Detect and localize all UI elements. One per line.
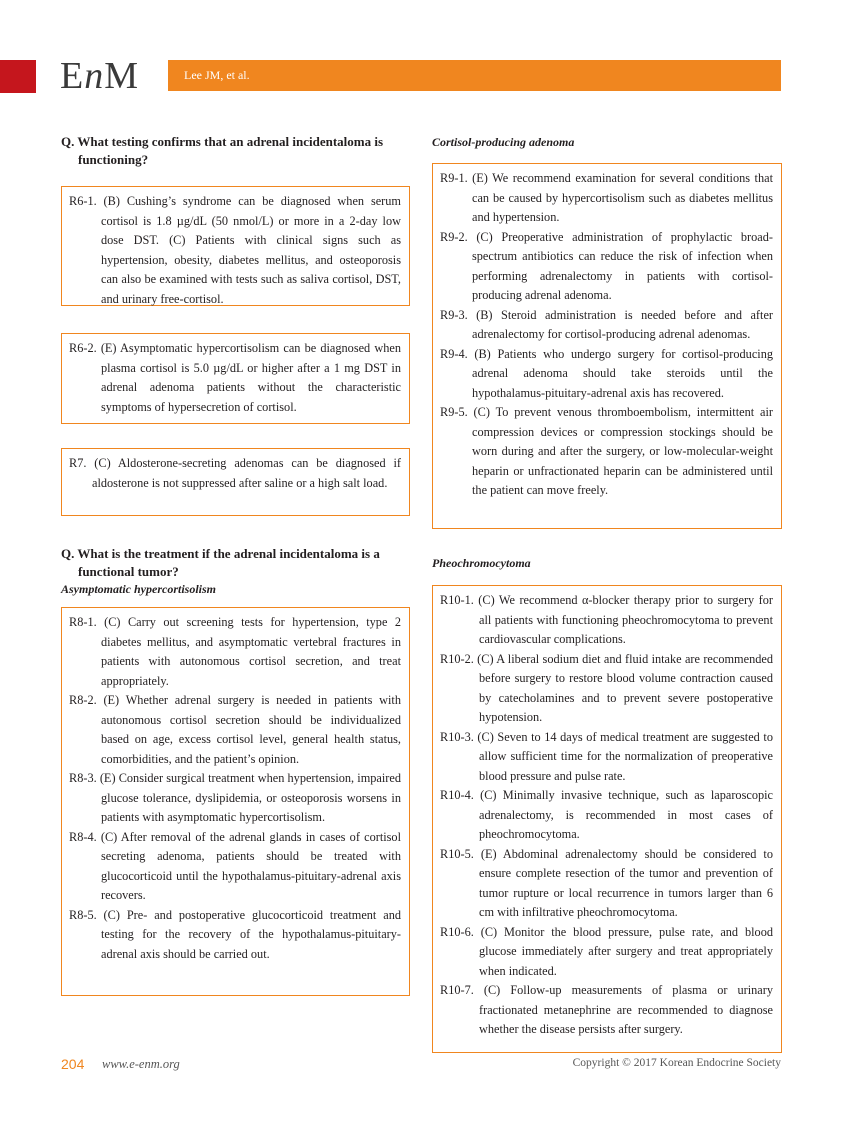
journal-logo: EnM	[60, 55, 140, 97]
recommendation-r8-4: R8-4. (C) After removal of the adrenal glands in cases of cortisol secreting adenoma, patients should be treated with glucocorticoid until the hypothalamus-pituitary-adrenal axis recovers.	[69, 829, 401, 902]
recommendation-box-r6-1	[61, 186, 410, 306]
page-number: 204	[61, 1056, 85, 1072]
recommendation-r10-5: R10-5. (E) Abdominal adrenalectomy should be considered to ensure complete resection of the tumor and prevention of tumor rupture or local recurrence in tumors larger than 6 cm with infiltrative pheochromocytoma.	[440, 846, 773, 919]
recommendation-box-r10	[432, 585, 782, 1053]
recommendation-r8-2: R8-2. (E) Whether adrenal surgery is needed in patients with autonomous cortisol secretion should be individualized based on age, excess cortisol level, general health status, comorbidities, and the patient’s opinion.	[69, 693, 401, 766]
subheading-pheochromocytoma: Pheochromocytoma	[432, 556, 531, 570]
recommendation-r10-2: R10-2. (C) A liberal sodium diet and fluid intake are recommended before surgery to restore blood volume contraction caused by catecholamines and to prevent severe postoperative hypotension.	[440, 651, 773, 724]
recommendation-r10-6: R10-6. (C) Monitor the blood pressure, pulse rate, and blood glucose immediately after surgery and treat appropriately when indicated.	[440, 924, 773, 978]
recommendation-r6-1: R6-1. (B) Cushing’s syndrome can be diagnosed when serum cortisol is 1.8 µg/dL (50 nmol/L) or more in a 2-day low dose DST. (C) Patients with clinical signs such as hypertension, obesity, diabetes mellitus, and osteoporosis can also be examined with tests such as saliva cortisol, DST, and urinary free-cortisol.	[69, 194, 401, 306]
question-testing: Q. What testing confirms that an adrenal incidentaloma is functioning?	[61, 134, 384, 167]
recommendation-r6-2: R6-2. (E) Asymptomatic hypercortisolism can be diagnosed when plasma cortisol is 5.0 µg/dL or higher after a 1 mg DST in adrenal adenoma patients without the characteristic symptoms of hypersecretion of cortisol.	[69, 341, 401, 414]
recommendation-r9-3: R9-3. (B) Steroid administration is needed before and after adrenalectomy for cortisol-producing adrenal adenomas.	[440, 307, 773, 341]
subheading-cortisol-producing-adenoma: Cortisol-producing adenoma	[432, 135, 575, 149]
recommendation-box-r8	[61, 607, 410, 996]
right-column	[432, 133, 782, 1053]
recommendation-r9-2: R9-2. (C) Preoperative administration of prophylactic broad-spectrum antibiotics can reduce the risk of infection when performing adrenalectomy in patients with cortisol-producing adrenal adenoma.	[440, 229, 773, 302]
recommendation-r10-4: R10-4. (C) Minimally invasive technique, such as laparoscopic adrenalectomy, is recommended in most cases of pheochromocytoma.	[440, 788, 773, 841]
recommendation-r8-5: R8-5. (C) Pre- and postoperative glucocorticoid treatment and testing for the recovery of the hypothalamus-pituitary-adrenal axis should be carried out.	[69, 907, 401, 961]
recommendation-r8-3: R8-3. (E) Consider surgical treatment when hypertension, impaired glucose tolerance, dyslipidemia, or osteoporosis worsens in patients with asymptomatic hypercortisolism.	[69, 771, 401, 824]
recommendation-r8-1: R8-1. (C) Carry out screening tests for hypertension, type 2 diabetes mellitus, and asymptomatic vertebral fractures in patients with autonomous cortisol secretion, and treat appropriately.	[69, 615, 401, 688]
recommendation-box-r7	[61, 448, 410, 516]
question-treatment: Q. What is the treatment if the adrenal incidentaloma is a functional tumor?	[61, 546, 380, 579]
recommendation-r9-4: R9-4. (B) Patients who undergo surgery for cortisol-producing adrenal adenoma should take steroids until the hypothalamus-pituitary-adrenal axis has recovered.	[440, 346, 773, 400]
recommendation-r10-1: R10-1. (C) We recommend α-blocker therapy prior to surgery for all patients with functioning pheochromocytoma to prevent cardiovascular complications.	[440, 593, 773, 646]
copyright-notice: Copyright © 2017 Korean Endocrine Society	[572, 1057, 781, 1069]
recommendation-r10-3: R10-3. (C) Seven to 14 days of medical treatment are suggested to allow sufficient time for the normalization of preoperative blood pressure and pulse rate.	[440, 729, 773, 783]
recommendation-r9-5: R9-5. (C) To prevent venous thromboembolism, intermittent air compression devices or compression stockings should be worn during and after the surgery, or low-molecular-weight heparin or unfractionated heparin can be administered until the patient can move freely.	[440, 405, 773, 497]
running-head-text: Lee JM, et al.	[184, 68, 250, 82]
recommendation-r10-7: R10-7. (C) Follow-up measurements of plasma or urinary fractionated metanephrine are recommended to diagnose whether the disease persists after surgery.	[440, 983, 773, 1036]
running-head-bar	[168, 60, 781, 91]
left-column	[61, 133, 410, 996]
recommendation-box-r9	[432, 163, 782, 529]
journal-url-link[interactable]: www.e-enm.org	[102, 1057, 180, 1071]
brand-red-block	[0, 60, 36, 93]
recommendation-r9-1: R9-1. (E) We recommend examination for several conditions that can be caused by hypercortisolism such as diabetes mellitus and hypertension.	[440, 171, 773, 224]
recommendation-r7: R7. (C) Aldosterone-secreting adenomas can be diagnosed if aldosterone is not suppressed after saline or a high salt load.	[69, 456, 401, 490]
subheading-asymptomatic-hypercortisolism: Asymptomatic hypercortisolism	[61, 582, 216, 596]
recommendation-box-r6-2	[61, 333, 410, 424]
